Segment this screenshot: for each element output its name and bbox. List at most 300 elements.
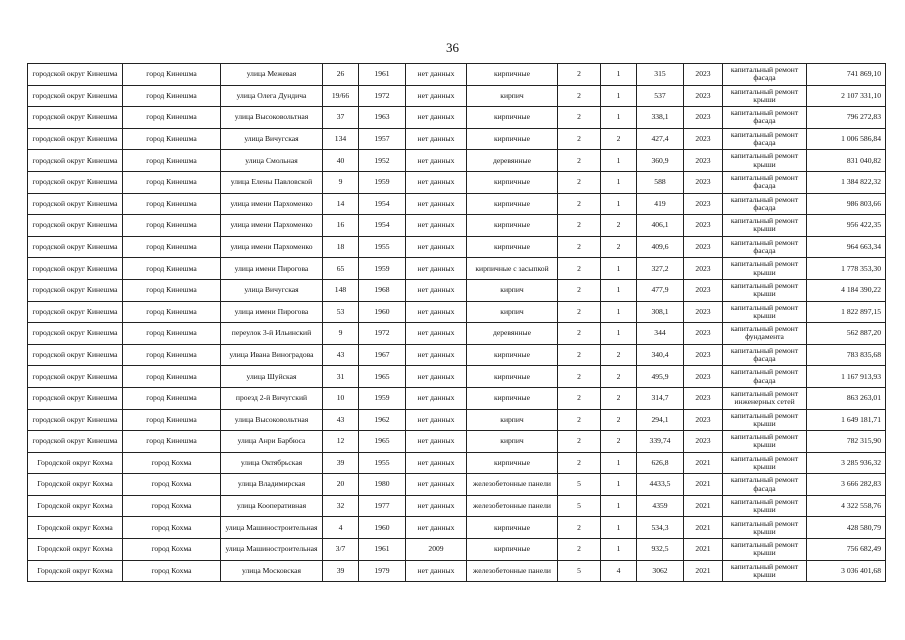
municipality-cell: городской округ Кинешма: [28, 323, 123, 345]
house-number-cell: 148: [323, 279, 359, 301]
work-type-cell: капитальный ремонт крыши: [723, 452, 807, 474]
cost-cell: 956 422,35: [807, 215, 886, 237]
entrances-cell: 1: [601, 323, 637, 345]
year-built-cell: 1960: [359, 517, 406, 539]
year-built-cell: 1952: [359, 150, 406, 172]
area-cell: 4433,5: [637, 474, 684, 496]
wall-material-cell: деревянные: [467, 150, 558, 172]
planned-year-cell: 2023: [684, 107, 723, 129]
last-repair-year-cell: нет данных: [406, 107, 467, 129]
planned-year-cell: 2023: [684, 128, 723, 150]
table-row: [28, 495, 886, 517]
planned-year-cell: 2023: [684, 323, 723, 345]
year-built-cell: 1955: [359, 452, 406, 474]
street-cell: улица имени Пирогова: [221, 258, 323, 280]
entrances-cell: 1: [601, 85, 637, 107]
entrances-cell: 2: [601, 128, 637, 150]
house-number-cell: 32: [323, 495, 359, 517]
year-built-cell: 1965: [359, 431, 406, 453]
work-type-cell: капитальный ремонт фасада: [723, 474, 807, 496]
area-cell: 932,5: [637, 539, 684, 561]
table-row: [28, 409, 886, 431]
floors-cell: 5: [558, 560, 601, 582]
area-cell: 406,1: [637, 215, 684, 237]
planned-year-cell: 2021: [684, 474, 723, 496]
house-number-cell: 18: [323, 236, 359, 258]
area-cell: 495,9: [637, 366, 684, 388]
last-repair-year-cell: нет данных: [406, 517, 467, 539]
wall-material-cell: кирпичные: [467, 215, 558, 237]
entrances-cell: 1: [601, 193, 637, 215]
area-cell: 340,4: [637, 344, 684, 366]
street-cell: улица Вичугская: [221, 279, 323, 301]
entrances-cell: 1: [601, 107, 637, 129]
last-repair-year-cell: нет данных: [406, 258, 467, 280]
year-built-cell: 1959: [359, 171, 406, 193]
work-type-cell: капитальный ремонт крыши: [723, 150, 807, 172]
wall-material-cell: кирпичные: [467, 128, 558, 150]
area-cell: 327,2: [637, 258, 684, 280]
entrances-cell: 1: [601, 64, 637, 86]
table-row: [28, 431, 886, 453]
settlement-cell: город Кинешма: [123, 107, 221, 129]
year-built-cell: 1959: [359, 258, 406, 280]
year-built-cell: 1962: [359, 409, 406, 431]
last-repair-year-cell: нет данных: [406, 236, 467, 258]
cost-cell: 863 263,01: [807, 387, 886, 409]
cost-cell: 3 285 936,32: [807, 452, 886, 474]
planned-year-cell: 2023: [684, 150, 723, 172]
municipality-cell: городской округ Кинешма: [28, 215, 123, 237]
work-type-cell: капитальный ремонт фундамента: [723, 323, 807, 345]
street-cell: улица Высоковольтная: [221, 409, 323, 431]
floors-cell: 2: [558, 279, 601, 301]
municipality-cell: Городской округ Кохма: [28, 517, 123, 539]
wall-material-cell: железобетонные панели: [467, 474, 558, 496]
entrances-cell: 2: [601, 215, 637, 237]
floors-cell: 2: [558, 452, 601, 474]
street-cell: улица имени Пархоменко: [221, 215, 323, 237]
settlement-cell: город Кинешма: [123, 193, 221, 215]
floors-cell: 2: [558, 85, 601, 107]
cost-cell: 2 107 331,10: [807, 85, 886, 107]
table-row: [28, 560, 886, 582]
planned-year-cell: 2023: [684, 344, 723, 366]
work-type-cell: капитальный ремонт крыши: [723, 560, 807, 582]
settlement-cell: город Кохма: [123, 539, 221, 561]
area-cell: 419: [637, 193, 684, 215]
entrances-cell: 1: [601, 495, 637, 517]
last-repair-year-cell: нет данных: [406, 495, 467, 517]
year-built-cell: 1960: [359, 301, 406, 323]
table-row: [28, 107, 886, 129]
floors-cell: 2: [558, 301, 601, 323]
wall-material-cell: кирпич: [467, 85, 558, 107]
last-repair-year-cell: нет данных: [406, 452, 467, 474]
wall-material-cell: кирпич: [467, 279, 558, 301]
area-cell: 339,74: [637, 431, 684, 453]
planned-year-cell: 2023: [684, 193, 723, 215]
planned-year-cell: 2021: [684, 539, 723, 561]
street-cell: улица Машиностроительная: [221, 539, 323, 561]
entrances-cell: 1: [601, 171, 637, 193]
floors-cell: 2: [558, 215, 601, 237]
wall-material-cell: железобетонные панели: [467, 495, 558, 517]
municipality-cell: городской округ Кинешма: [28, 150, 123, 172]
wall-material-cell: кирпичные: [467, 107, 558, 129]
municipality-cell: городской округ Кинешма: [28, 236, 123, 258]
table-row: [28, 323, 886, 345]
entrances-cell: 2: [601, 431, 637, 453]
entrances-cell: 2: [601, 366, 637, 388]
street-cell: улица Шуйская: [221, 366, 323, 388]
last-repair-year-cell: нет данных: [406, 409, 467, 431]
wall-material-cell: кирпичные: [467, 539, 558, 561]
floors-cell: 2: [558, 236, 601, 258]
street-cell: переулок 3-й Ильинский: [221, 323, 323, 345]
street-cell: улица Кооперативная: [221, 495, 323, 517]
floors-cell: 2: [558, 517, 601, 539]
area-cell: 588: [637, 171, 684, 193]
last-repair-year-cell: 2009: [406, 539, 467, 561]
street-cell: улица Машиностроительная: [221, 517, 323, 539]
work-type-cell: капитальный ремонт фасада: [723, 107, 807, 129]
last-repair-year-cell: нет данных: [406, 323, 467, 345]
floors-cell: 2: [558, 171, 601, 193]
year-built-cell: 1972: [359, 85, 406, 107]
entrances-cell: 2: [601, 387, 637, 409]
cost-cell: 1 006 586,84: [807, 128, 886, 150]
settlement-cell: город Кинешма: [123, 236, 221, 258]
year-built-cell: 1972: [359, 323, 406, 345]
municipality-cell: городской округ Кинешма: [28, 107, 123, 129]
last-repair-year-cell: нет данных: [406, 128, 467, 150]
cost-cell: 3 036 401,68: [807, 560, 886, 582]
table-row: [28, 128, 886, 150]
municipality-cell: городской округ Кинешма: [28, 409, 123, 431]
area-cell: 294,1: [637, 409, 684, 431]
entrances-cell: 4: [601, 560, 637, 582]
planned-year-cell: 2023: [684, 258, 723, 280]
entrances-cell: 2: [601, 344, 637, 366]
area-cell: 3062: [637, 560, 684, 582]
settlement-cell: город Кинешма: [123, 171, 221, 193]
house-number-cell: 43: [323, 344, 359, 366]
street-cell: улица Олега Дундича: [221, 85, 323, 107]
work-type-cell: капитальный ремонт крыши: [723, 495, 807, 517]
year-built-cell: 1968: [359, 279, 406, 301]
cost-cell: 782 315,90: [807, 431, 886, 453]
cost-cell: 1 167 913,93: [807, 366, 886, 388]
planned-year-cell: 2023: [684, 301, 723, 323]
work-type-cell: капитальный ремонт крыши: [723, 215, 807, 237]
work-type-cell: капитальный ремонт фасада: [723, 236, 807, 258]
last-repair-year-cell: нет данных: [406, 193, 467, 215]
last-repair-year-cell: нет данных: [406, 85, 467, 107]
street-cell: улица Ивана Виноградова: [221, 344, 323, 366]
municipality-cell: Городской округ Кохма: [28, 474, 123, 496]
floors-cell: 2: [558, 150, 601, 172]
settlement-cell: город Кинешма: [123, 387, 221, 409]
house-number-cell: 16: [323, 215, 359, 237]
house-number-cell: 31: [323, 366, 359, 388]
last-repair-year-cell: нет данных: [406, 560, 467, 582]
cost-cell: 1 822 897,15: [807, 301, 886, 323]
cost-cell: 741 869,10: [807, 64, 886, 86]
house-number-cell: 40: [323, 150, 359, 172]
work-type-cell: капитальный ремонт фасада: [723, 171, 807, 193]
table-row: [28, 64, 886, 86]
settlement-cell: город Кинешма: [123, 64, 221, 86]
municipality-cell: городской округ Кинешма: [28, 387, 123, 409]
planned-year-cell: 2021: [684, 560, 723, 582]
municipality-cell: городской округ Кинешма: [28, 193, 123, 215]
entrances-cell: 1: [601, 258, 637, 280]
settlement-cell: город Кинешма: [123, 128, 221, 150]
house-number-cell: 3/7: [323, 539, 359, 561]
house-number-cell: 39: [323, 452, 359, 474]
settlement-cell: город Кинешма: [123, 279, 221, 301]
house-number-cell: 12: [323, 431, 359, 453]
house-number-cell: 9: [323, 171, 359, 193]
table-row: [28, 171, 886, 193]
work-type-cell: капитальный ремонт крыши: [723, 517, 807, 539]
table-row: [28, 215, 886, 237]
area-cell: 315: [637, 64, 684, 86]
floors-cell: 2: [558, 431, 601, 453]
year-built-cell: 1961: [359, 539, 406, 561]
table-row: [28, 301, 886, 323]
house-number-cell: 26: [323, 64, 359, 86]
cost-cell: 4 184 390,22: [807, 279, 886, 301]
settlement-cell: город Кинешма: [123, 258, 221, 280]
floors-cell: 2: [558, 193, 601, 215]
wall-material-cell: кирпичные: [467, 387, 558, 409]
wall-material-cell: кирпичные: [467, 366, 558, 388]
year-built-cell: 1955: [359, 236, 406, 258]
table-row: [28, 236, 886, 258]
cost-cell: 986 803,66: [807, 193, 886, 215]
floors-cell: 2: [558, 539, 601, 561]
entrances-cell: 1: [601, 539, 637, 561]
wall-material-cell: кирпичные с засыпкой: [467, 258, 558, 280]
cost-cell: 796 272,83: [807, 107, 886, 129]
settlement-cell: город Кинешма: [123, 366, 221, 388]
year-built-cell: 1961: [359, 64, 406, 86]
table-row: [28, 452, 886, 474]
planned-year-cell: 2023: [684, 171, 723, 193]
wall-material-cell: кирпичные: [467, 171, 558, 193]
planned-year-cell: 2023: [684, 64, 723, 86]
table-row: [28, 474, 886, 496]
wall-material-cell: кирпичные: [467, 517, 558, 539]
settlement-cell: город Кохма: [123, 517, 221, 539]
municipality-cell: Городской округ Кохма: [28, 560, 123, 582]
work-type-cell: капитальный ремонт крыши: [723, 409, 807, 431]
year-built-cell: 1954: [359, 193, 406, 215]
last-repair-year-cell: нет данных: [406, 301, 467, 323]
table-row: [28, 193, 886, 215]
settlement-cell: город Кинешма: [123, 323, 221, 345]
settlement-cell: город Кинешма: [123, 85, 221, 107]
house-number-cell: 43: [323, 409, 359, 431]
street-cell: улица Высоковольтная: [221, 107, 323, 129]
entrances-cell: 1: [601, 279, 637, 301]
house-number-cell: 4: [323, 517, 359, 539]
municipality-cell: городской округ Кинешма: [28, 279, 123, 301]
entrances-cell: 1: [601, 301, 637, 323]
settlement-cell: город Кинешма: [123, 409, 221, 431]
house-number-cell: 39: [323, 560, 359, 582]
street-cell: проезд 2-й Вичугский: [221, 387, 323, 409]
municipality-cell: городской округ Кинешма: [28, 366, 123, 388]
work-type-cell: капитальный ремонт крыши: [723, 85, 807, 107]
table-row: [28, 150, 886, 172]
wall-material-cell: железобетонные панели: [467, 560, 558, 582]
wall-material-cell: кирпичные: [467, 344, 558, 366]
work-type-cell: капитальный ремонт фасада: [723, 366, 807, 388]
cost-cell: 3 666 282,83: [807, 474, 886, 496]
year-built-cell: 1979: [359, 560, 406, 582]
street-cell: улица Московская: [221, 560, 323, 582]
cost-cell: 1 778 353,30: [807, 258, 886, 280]
area-cell: 308,1: [637, 301, 684, 323]
last-repair-year-cell: нет данных: [406, 431, 467, 453]
settlement-cell: город Кохма: [123, 560, 221, 582]
cost-cell: 831 040,82: [807, 150, 886, 172]
entrances-cell: 1: [601, 474, 637, 496]
settlement-cell: город Кинешма: [123, 150, 221, 172]
work-type-cell: капитальный ремонт фасада: [723, 193, 807, 215]
area-cell: 314,7: [637, 387, 684, 409]
street-cell: улица Анри Барбюса: [221, 431, 323, 453]
entrances-cell: 1: [601, 517, 637, 539]
house-number-cell: 14: [323, 193, 359, 215]
cost-cell: 4 322 558,76: [807, 495, 886, 517]
municipality-cell: городской округ Кинешма: [28, 301, 123, 323]
street-cell: улица имени Пархоменко: [221, 236, 323, 258]
house-number-cell: 20: [323, 474, 359, 496]
wall-material-cell: кирпичные: [467, 64, 558, 86]
planned-year-cell: 2021: [684, 452, 723, 474]
planned-year-cell: 2023: [684, 85, 723, 107]
planned-year-cell: 2023: [684, 215, 723, 237]
settlement-cell: город Кинешма: [123, 215, 221, 237]
wall-material-cell: кирпич: [467, 301, 558, 323]
area-cell: 427,4: [637, 128, 684, 150]
floors-cell: 2: [558, 366, 601, 388]
municipality-cell: городской округ Кинешма: [28, 344, 123, 366]
settlement-cell: город Кинешма: [123, 344, 221, 366]
settlement-cell: город Кинешма: [123, 431, 221, 453]
area-cell: 344: [637, 323, 684, 345]
work-type-cell: капитальный ремонт крыши: [723, 301, 807, 323]
street-cell: улица Елены Павловской: [221, 171, 323, 193]
area-cell: 534,3: [637, 517, 684, 539]
table-row: [28, 279, 886, 301]
entrances-cell: 2: [601, 236, 637, 258]
entrances-cell: 2: [601, 409, 637, 431]
area-cell: 409,6: [637, 236, 684, 258]
municipality-cell: городской округ Кинешма: [28, 128, 123, 150]
last-repair-year-cell: нет данных: [406, 474, 467, 496]
municipality-cell: городской округ Кинешма: [28, 431, 123, 453]
last-repair-year-cell: нет данных: [406, 150, 467, 172]
planned-year-cell: 2023: [684, 366, 723, 388]
street-cell: улица Вичугская: [221, 128, 323, 150]
planned-year-cell: 2021: [684, 495, 723, 517]
table-row: [28, 85, 886, 107]
house-number-cell: 134: [323, 128, 359, 150]
floors-cell: 2: [558, 409, 601, 431]
cost-cell: 1 649 181,71: [807, 409, 886, 431]
street-cell: улица Владимирская: [221, 474, 323, 496]
year-built-cell: 1965: [359, 366, 406, 388]
street-cell: улица Смольная: [221, 150, 323, 172]
last-repair-year-cell: нет данных: [406, 387, 467, 409]
entrances-cell: 1: [601, 452, 637, 474]
municipality-cell: городской округ Кинешма: [28, 64, 123, 86]
street-cell: улица имени Пирогова: [221, 301, 323, 323]
last-repair-year-cell: нет данных: [406, 344, 467, 366]
table-row: [28, 539, 886, 561]
settlement-cell: город Кохма: [123, 452, 221, 474]
street-cell: улица Октябрьская: [221, 452, 323, 474]
cost-cell: 1 384 822,32: [807, 171, 886, 193]
house-number-cell: 65: [323, 258, 359, 280]
year-built-cell: 1967: [359, 344, 406, 366]
wall-material-cell: кирпичные: [467, 452, 558, 474]
work-type-cell: капитальный ремонт инженерных сетей: [723, 387, 807, 409]
year-built-cell: 1959: [359, 387, 406, 409]
area-cell: 626,8: [637, 452, 684, 474]
repair-program-table: [27, 63, 886, 582]
house-number-cell: 10: [323, 387, 359, 409]
floors-cell: 2: [558, 323, 601, 345]
year-built-cell: 1954: [359, 215, 406, 237]
wall-material-cell: кирпичные: [467, 236, 558, 258]
planned-year-cell: 2023: [684, 236, 723, 258]
municipality-cell: городской округ Кинешма: [28, 85, 123, 107]
last-repair-year-cell: нет данных: [406, 171, 467, 193]
last-repair-year-cell: нет данных: [406, 366, 467, 388]
table-row: [28, 258, 886, 280]
floors-cell: 2: [558, 344, 601, 366]
table-row: [28, 344, 886, 366]
wall-material-cell: кирпич: [467, 409, 558, 431]
floors-cell: 2: [558, 387, 601, 409]
area-cell: 4359: [637, 495, 684, 517]
cost-cell: 428 580,79: [807, 517, 886, 539]
year-built-cell: 1963: [359, 107, 406, 129]
work-type-cell: капитальный ремонт крыши: [723, 258, 807, 280]
year-built-cell: 1980: [359, 474, 406, 496]
area-cell: 537: [637, 85, 684, 107]
table-row: [28, 366, 886, 388]
table-row: [28, 517, 886, 539]
area-cell: 360,9: [637, 150, 684, 172]
municipality-cell: городской округ Кинешма: [28, 171, 123, 193]
area-cell: 338,1: [637, 107, 684, 129]
last-repair-year-cell: нет данных: [406, 279, 467, 301]
municipality-cell: Городской округ Кохма: [28, 495, 123, 517]
house-number-cell: 9: [323, 323, 359, 345]
work-type-cell: капитальный ремонт крыши: [723, 279, 807, 301]
municipality-cell: Городской округ Кохма: [28, 539, 123, 561]
floors-cell: 2: [558, 258, 601, 280]
floors-cell: 2: [558, 107, 601, 129]
floors-cell: 2: [558, 128, 601, 150]
